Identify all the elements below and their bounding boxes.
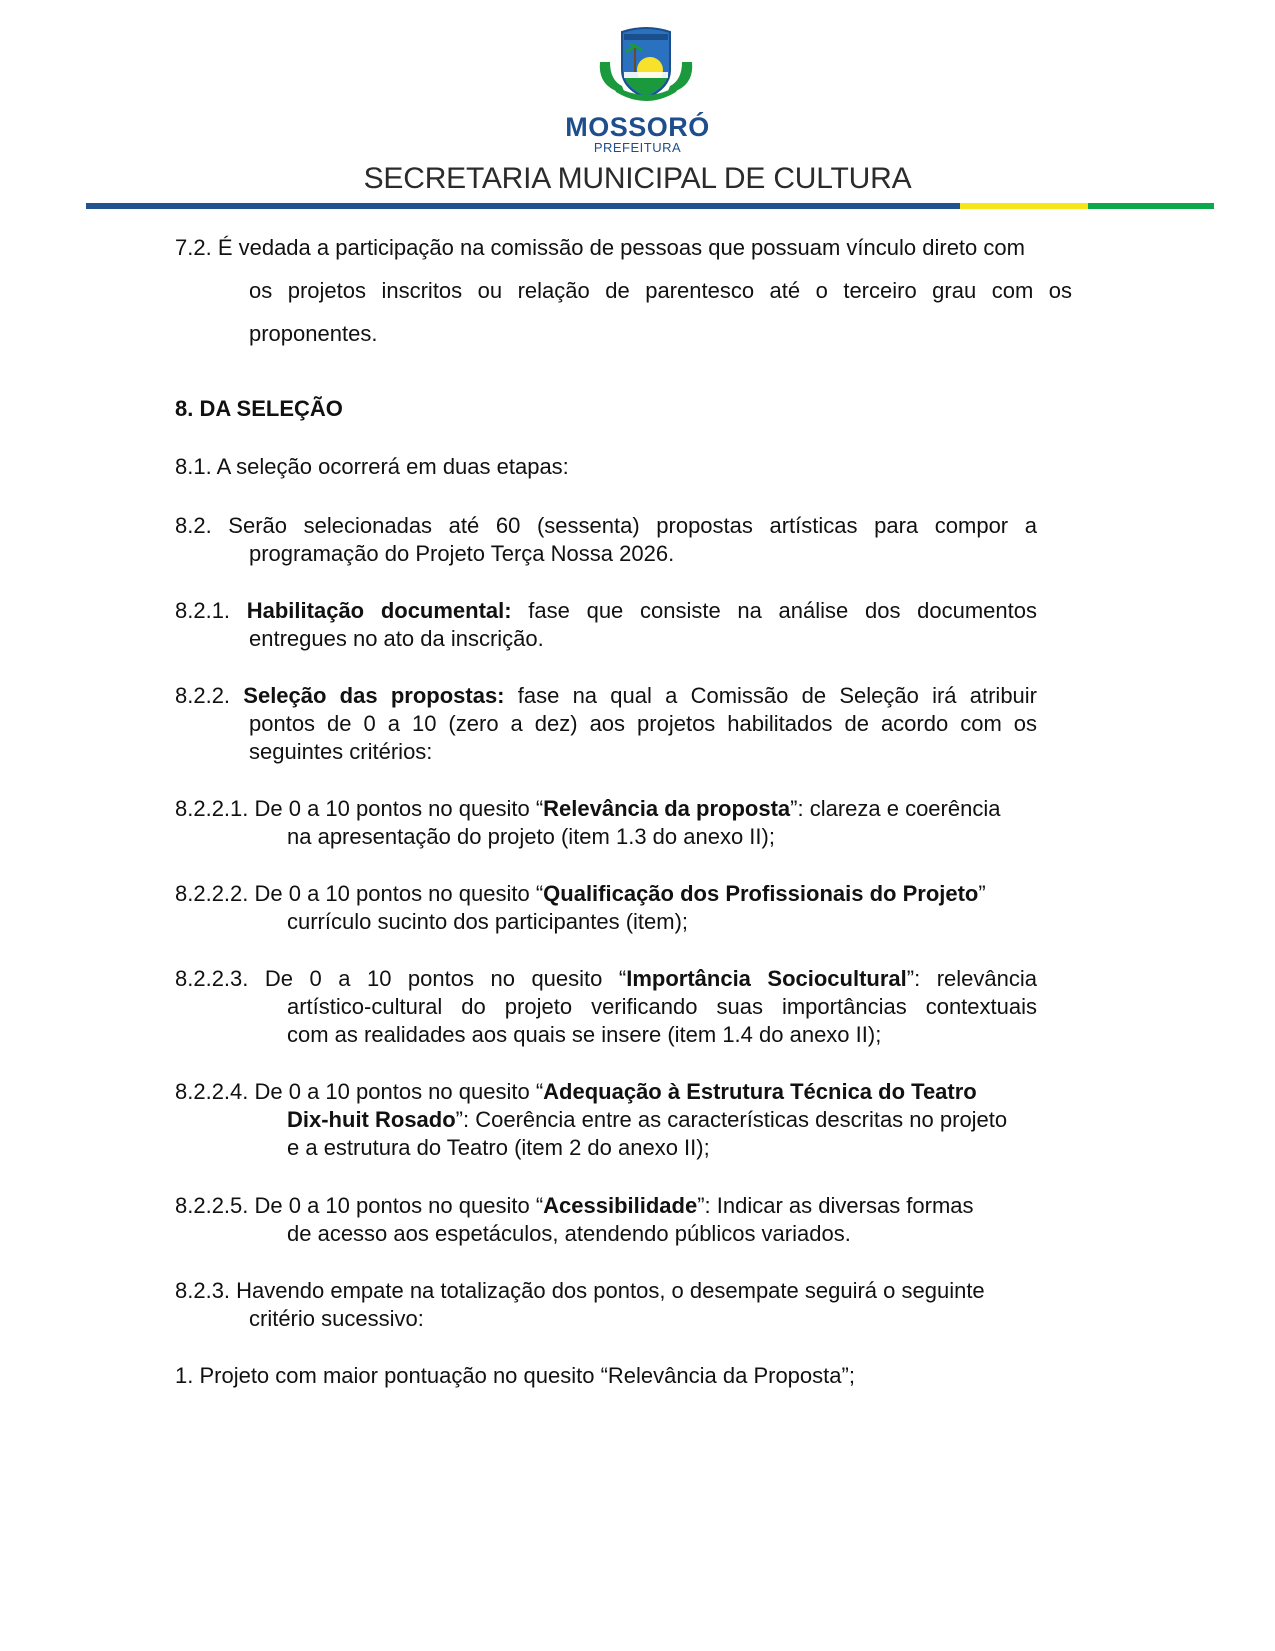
paragraph-text: seguintes critérios:: [249, 739, 433, 764]
paragraph-text: ”: relevância: [906, 966, 1037, 991]
paragraph-text: currículo sucinto dos participantes (item);: [287, 909, 689, 934]
paragraph-8-1: 8.1. A seleção ocorrerá em duas etapas:: [175, 454, 569, 479]
paragraph-text: 8.2.2.3. De 0 a 10 pontos no quesito “: [175, 966, 627, 991]
paragraph-8-2-2-4: [175, 1078, 1037, 1162]
paragraph-8-2: [175, 512, 1037, 568]
paragraph-text: ”: Coerência entre as características descritas no projeto: [455, 1107, 1008, 1132]
list-item: 1. Projeto com maior pontuação no quesito “Relevância da Proposta”;: [175, 1363, 855, 1388]
paragraph-text: 8.2.2.2. De 0 a 10 pontos no quesito “: [175, 881, 544, 906]
paragraph-text: É vedada a participação na comissão de pessoas que possuam vínculo direto com: [211, 235, 1025, 260]
paragraph-text: ”: Indicar as diversas formas: [697, 1193, 974, 1218]
paragraph-text: ”: [978, 881, 986, 906]
paragraph-text: 8.2. Serão selecionadas até 60 (sessenta) propostas artísticas para compor a: [175, 513, 1037, 538]
paragraph-text: ”: clareza e coerência: [790, 796, 1001, 821]
bold-term: Acessibilidade: [543, 1193, 698, 1218]
paragraph-8-2-2-3: [175, 965, 1037, 1049]
paragraph-text: critério sucessivo:: [249, 1306, 424, 1331]
paragraph-text: pontos de 0 a 10 (zero a dez) aos projetos habilitados de acordo com os: [249, 711, 1037, 736]
header-rule-yellow: [960, 203, 1088, 209]
paragraph-8-2-3: [175, 1277, 1055, 1333]
paragraph-number: 8.2.1.: [175, 598, 247, 623]
paragraph-7-2: [175, 226, 1090, 355]
paragraph-text: de acesso aos espetáculos, atendendo públicos variados.: [287, 1221, 851, 1246]
paragraph-text: e a estrutura do Teatro (item 2 do anexo II);: [287, 1135, 710, 1160]
municipal-crest-icon: [596, 26, 696, 108]
paragraph-number: 7.2.: [175, 235, 212, 260]
paragraph-text: na apresentação do projeto (item 1.3 do anexo II);: [287, 824, 775, 849]
bold-term: Qualificação dos Profissionais do Projeto: [543, 881, 979, 906]
paragraph-text: fase que consiste na análise dos documentos: [511, 598, 1037, 623]
section-heading: 8. DA SELEÇÃO: [175, 396, 343, 421]
paragraph-8-2-2-2: [175, 880, 1037, 936]
bold-term: Adequação à Estrutura Técnica do Teatro: [543, 1079, 977, 1104]
bold-term: Relevância da proposta: [543, 796, 791, 821]
brand-name: MOSSORÓ: [565, 112, 710, 142]
header-rule-green: [1088, 203, 1214, 209]
paragraph-number: 8.2.2.: [175, 683, 244, 708]
paragraph-8-2-2: [175, 682, 1037, 766]
paragraph-text: 8.2.3. Havendo empate na totalização dos pontos, o desempate seguirá o seguinte: [175, 1278, 985, 1303]
paragraph-text: entregues no ato da inscrição.: [249, 626, 544, 651]
brand-subtitle: PREFEITURA: [593, 140, 682, 155]
paragraph-8-2-1: [175, 597, 1037, 653]
paragraph-text: artístico-cultural do projeto verificando suas importâncias contextuais: [287, 994, 1037, 1019]
paragraph-text: 8.2.2.4. De 0 a 10 pontos no quesito “: [175, 1079, 544, 1104]
paragraph-8-2-2-1: [175, 795, 1037, 851]
paragraph-text: com as realidades aos quais se insere (item 1.4 do anexo II);: [287, 1022, 882, 1047]
bold-term: Seleção das propostas:: [243, 683, 505, 708]
bold-term: Habilitação documental:: [246, 598, 512, 623]
paragraph-text: os projetos inscritos ou relação de parentesco até o terceiro grau com os: [249, 278, 1072, 303]
paragraph-text: 8.2.2.5. De 0 a 10 pontos no quesito “: [175, 1193, 544, 1218]
paragraph-text: fase na qual a Comissão de Seleção irá atribuir: [504, 683, 1037, 708]
paragraph-8-2-2-5: [175, 1192, 1037, 1248]
department-title: SECRETARIA MUNICIPAL DE CULTURA: [363, 162, 912, 195]
paragraph-text: 8.2.2.1. De 0 a 10 pontos no quesito “: [175, 796, 544, 821]
bold-term: Importância Sociocultural: [626, 966, 907, 991]
paragraph-text: proponentes.: [249, 321, 378, 346]
header-rule-blue: [86, 203, 960, 209]
bold-term: Dix-huit Rosado: [287, 1107, 456, 1132]
paragraph-text: programação do Projeto Terça Nossa 2026.: [249, 541, 675, 566]
